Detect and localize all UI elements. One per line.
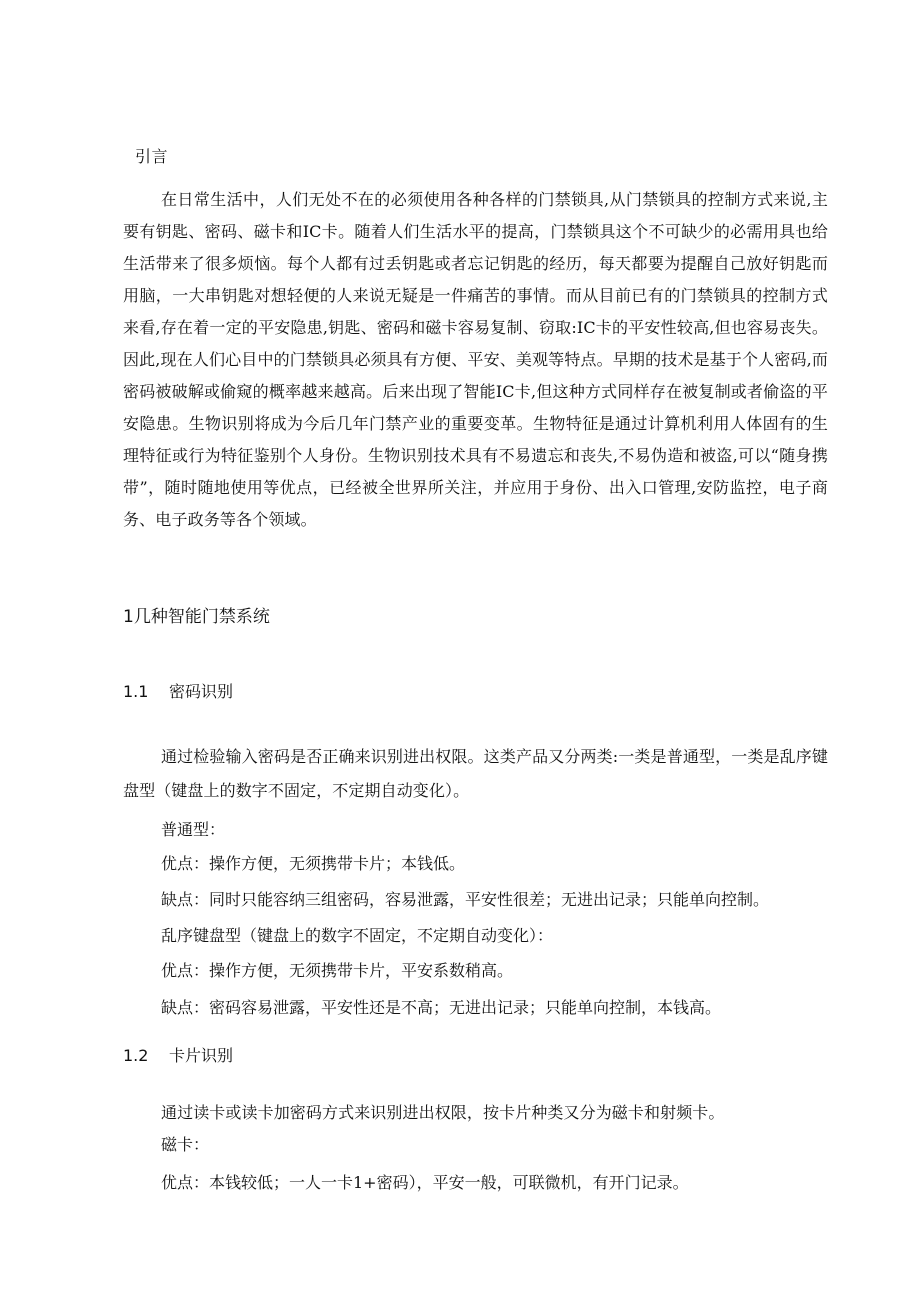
list-item: 乱序键盘型（键盘上的数字不固定，不定期自动变化）： <box>161 926 554 945</box>
list-item: 优点：本钱较低；一人一卡1+密码），平安一般，可联微机，有开门记录。 <box>161 1173 689 1192</box>
list-item: 优点：操作方便，无须携带卡片，平安系数稍高。 <box>161 961 514 980</box>
list-item: 磁卡： <box>161 1135 210 1154</box>
section-title: 密码识别 <box>169 682 234 701</box>
list-item: 优点：操作方便，无须携带卡片；本钱低。 <box>161 854 466 873</box>
card-recognition-paragraph: 通过读卡或读卡加密码方式来识别进出权限，按卡片种类又分为磁卡和射频卡。 <box>161 1103 725 1122</box>
section-1-heading: 1几种智能门禁系统 <box>123 607 270 627</box>
intro-paragraph: 在日常生活中，人们无处不在的必须使用各种各样的门禁锁具,从门禁锁具的控制方式来说,主要有钥匙、密码、磁卡和IC卡。随着人们生活水平的提高，门禁锁具这个不可缺少的必需用具也给生活带来了很多烦恼。每个人都有过丢钥匙或者忘记钥匙的经历，每天都要为提醒自己放好钥匙而用脑，一大串钥匙对想轻便的人来说无疑是一件痛苦的事情。而从目前已有的门禁锁具的控制方式来看,存在着一定的平安隐患,钥匙、密码和磁卡容易复制、窃取:IC卡的平安性较高,但也容易丧失。因此,现在人们心目中的门禁锁具必须具有方便、平安、美观等特点。早期的技术是基于个人密码,而密码被破解或偷窥的概率越来越高。后来出现了智能IC卡,但这种方式同样存在被复制或者偷盗的平安隐患。生物识别将成为今后几年门禁产业的重要变革。生物特征是通过计算机利用人体固有的生理特征或行为特征鉴别个人身份。生物识别技术具有不易遗忘和丧失,不易伪造和被盗,可以“随身携带”，随时随地使用等优点，已经被全世界所关注，并应用于身份、出入口管理,安防监控，电子商务、电子政务等各个领域。 <box>123 190 828 529</box>
section-1-2-heading <box>123 1045 233 1067</box>
section-title: 卡片识别 <box>169 1046 234 1065</box>
section-1-1-heading <box>123 681 233 703</box>
list-item: 缺点：同时只能容纳三组密码，容易泄露，平安性很差；无进出记录；只能单向控制。 <box>161 890 770 909</box>
section-number: 1.2 <box>123 1046 149 1065</box>
list-item: 缺点：密码容易泄露，平安性还是不高；无进出记录；只能单向控制，本钱高。 <box>161 998 722 1017</box>
list-item: 普通型： <box>161 820 226 839</box>
section-number: 1.1 <box>123 682 149 701</box>
intro-title: 引言 <box>135 147 169 166</box>
password-recognition-paragraph: 通过检验输入密码是否正确来识别进出权限。这类产品又分两类:一类是普通型，一类是乱序键盘型（键盘上的数字不固定，不定期自动变化）。 <box>123 747 828 800</box>
